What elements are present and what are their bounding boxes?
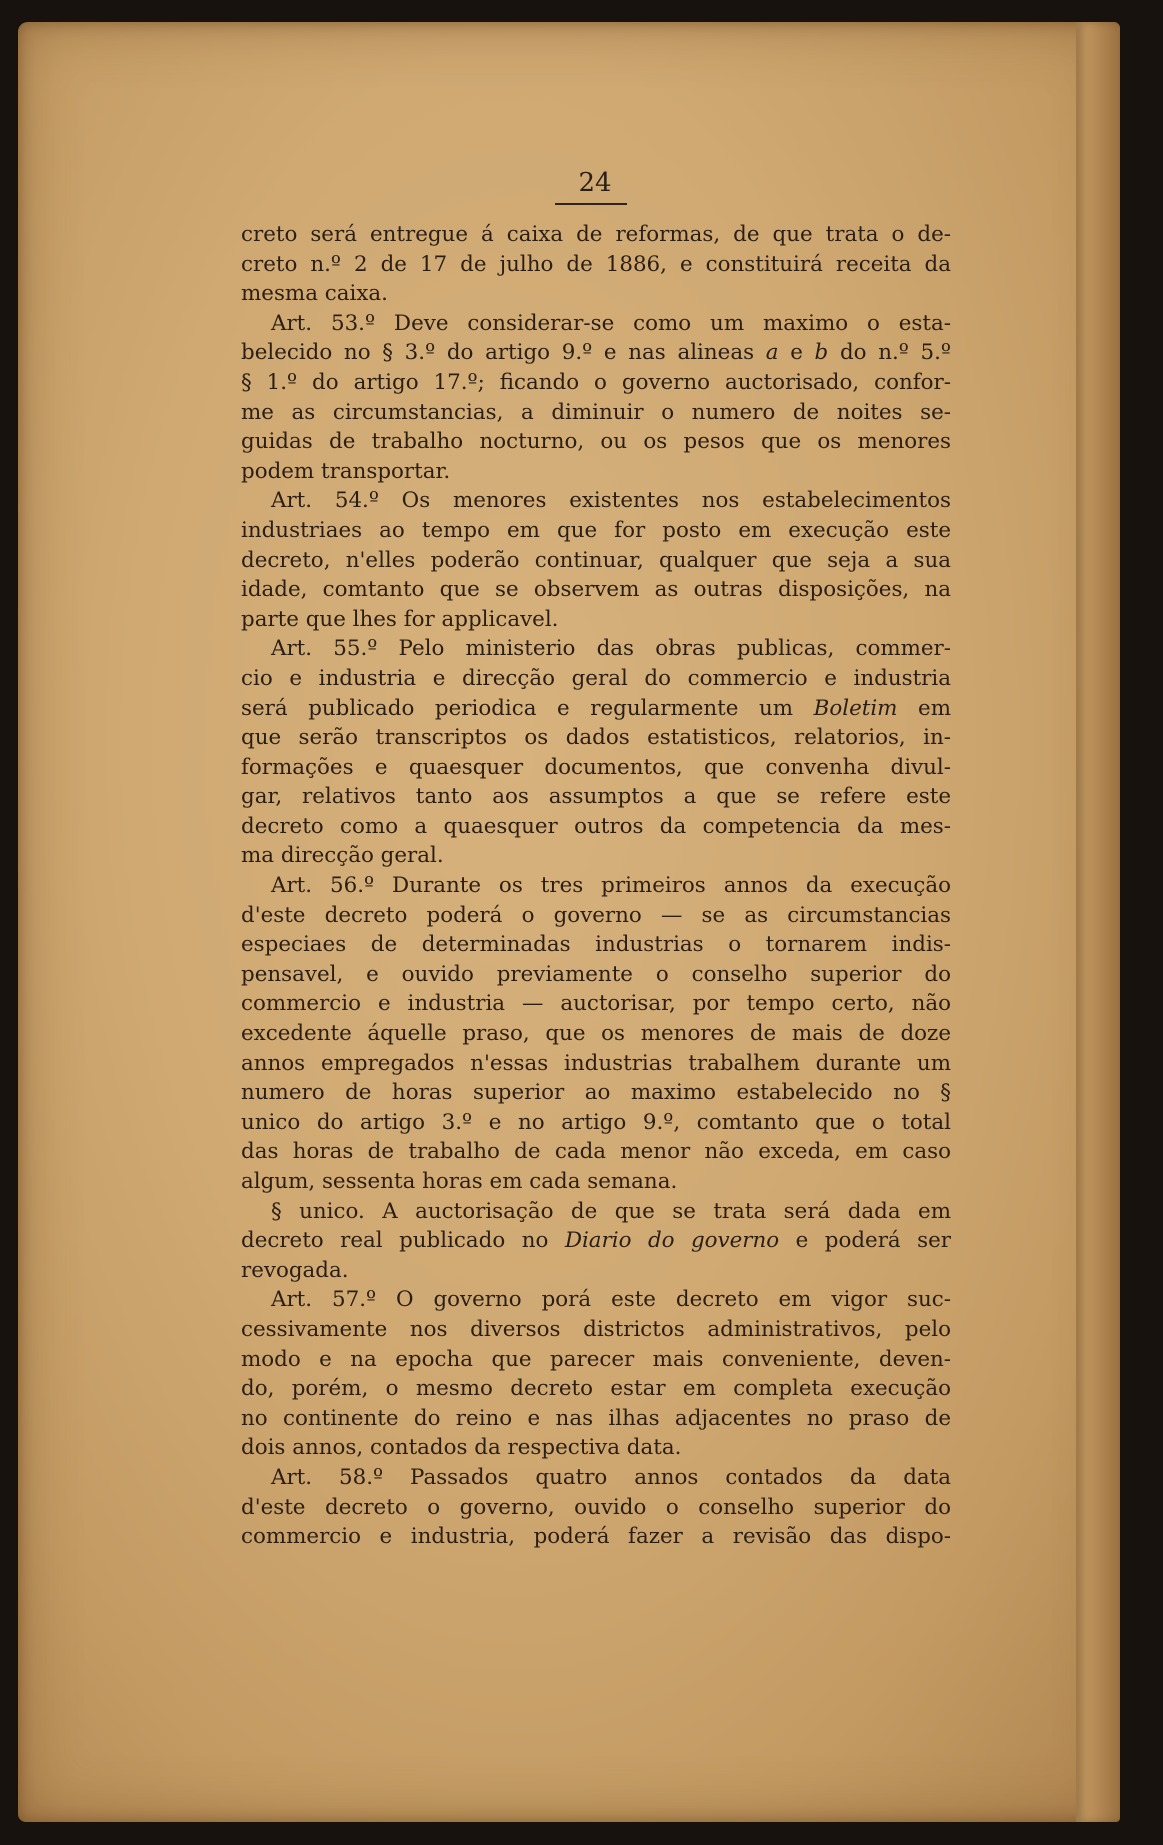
text-line: Art. 58.º Passados quatro annos contados da data (271, 1464, 951, 1490)
text-line: revogada. (241, 1257, 349, 1283)
text-line: annos empregados n'essas industrias trabalhem durante um (241, 1050, 951, 1076)
text-line: no continente do reino e nas ilhas adjacentes no praso de (241, 1405, 951, 1431)
text-line: § unico. A auctorisação de que se trata será dada em (271, 1198, 951, 1224)
text-line: ma direcção geral. (241, 843, 444, 869)
text-line: podem transportar. (241, 458, 451, 484)
text-line: gar, relativos tanto aos assumptos a que se refere este (241, 784, 951, 810)
text-line: formações e quaesquer documentos, que convenha divul- (241, 754, 951, 780)
text-line: decreto, n'elles poderão continuar, qualquer que seja a sua (241, 547, 951, 573)
text-line: d'este decreto poderá o governo — se as circumstancias (241, 902, 951, 928)
page-edge (1076, 22, 1120, 1822)
header-rule (555, 203, 627, 205)
text-line: numero de horas superior ao maximo estabelecido no § (241, 1080, 951, 1106)
text-line: modo e na epocha que parecer mais conveniente, deven- (241, 1346, 951, 1372)
text-line: Art. 56.º Durante os tres primeiros annos da execução (271, 873, 951, 899)
text-line: Art. 55.º Pelo ministerio das obras publicas, commer- (271, 636, 951, 662)
italic-run: a (765, 340, 779, 366)
page-number: 24 (578, 168, 612, 198)
text-line: que serão transcriptos os dados estatisticos, relatorios, in- (241, 725, 951, 751)
text-line: especiaes de determinadas industrias o tornarem indis- (241, 932, 951, 958)
text-line: commercio e industria, poderá fazer a revisão das dispo- (241, 1524, 951, 1550)
text-line: commercio e industria — auctorisar, por tempo certo, não (241, 991, 951, 1017)
text-line (241, 694, 951, 724)
text-line: algum, sessenta horas em cada semana. (241, 1169, 678, 1194)
text-line: cessivamente nos diversos districtos administrativos, pelo (241, 1316, 951, 1342)
text-line: mesma caixa. (241, 281, 388, 307)
text-line: cio e industria e direcção geral do commercio e industria (241, 665, 951, 691)
text-line: Art. 53.º Deve considerar-se como um maximo o esta- (271, 310, 951, 336)
text-line: d'este decreto o governo, ouvido o conselho superior do (241, 1494, 951, 1520)
text-line: industriaes ao tempo em que for posto em execução este (241, 517, 951, 543)
text-line: pensavel, e ouvido previamente o conselho superior do (241, 961, 951, 987)
text-line: § 1.º do artigo 17.º; ficando o governo auctorisado, confor- (241, 369, 951, 395)
text-line: do, porém, o mesmo decreto estar em completa execução (241, 1376, 951, 1402)
text-run: e poderá ser (779, 1228, 951, 1254)
text-line: creto n.º 2 de 17 de julho de 1886, e constituirá receita da (241, 251, 951, 277)
text-run: decreto real publicado no (241, 1228, 565, 1254)
text-run: belecido no § 3.º do artigo 9.º e nas alineas (241, 340, 766, 366)
body-text (241, 220, 951, 1552)
text-run: e (778, 340, 815, 366)
text-line: guidas de trabalho nocturno, ou os pesos que os menores (241, 429, 951, 455)
italic-run: Boletim (813, 695, 898, 721)
text-line: me as circumstancias, a diminuir o numero de noites se- (241, 399, 951, 425)
text-line: Art. 54.º Os menores existentes nos estabelecimentos (271, 488, 951, 514)
text-run: será publicado periodica e regularmente um (241, 695, 814, 721)
text-line: excedente áquelle praso, que os menores de mais de doze (241, 1021, 951, 1047)
text-line: dois annos, contados da respectiva data. (241, 1435, 682, 1461)
text-line: parte que lhes for applicavel. (241, 606, 559, 632)
text-line: unico do artigo 3.º e no artigo 9.º, comtanto que o total (241, 1109, 951, 1135)
italic-run: Diario do governo (564, 1228, 780, 1254)
text-line: decreto como a quaesquer outros da competencia da mes- (241, 813, 951, 839)
text-run: do n.º 5.º (828, 340, 951, 366)
text-line: Art. 57.º O governo porá este decreto em vigor suc- (271, 1287, 951, 1313)
italic-run: b (814, 340, 829, 366)
text-line: das horas de trabalho de cada menor não exceda, em caso (241, 1139, 951, 1165)
text-run: em (897, 695, 951, 721)
text-line: idade, comtanto que se observem as outras disposições, na (241, 577, 951, 603)
text-line (241, 338, 951, 368)
text-line (241, 1226, 951, 1256)
text-line: creto será entregue á caixa de reformas, de que trata o de- (241, 222, 951, 247)
